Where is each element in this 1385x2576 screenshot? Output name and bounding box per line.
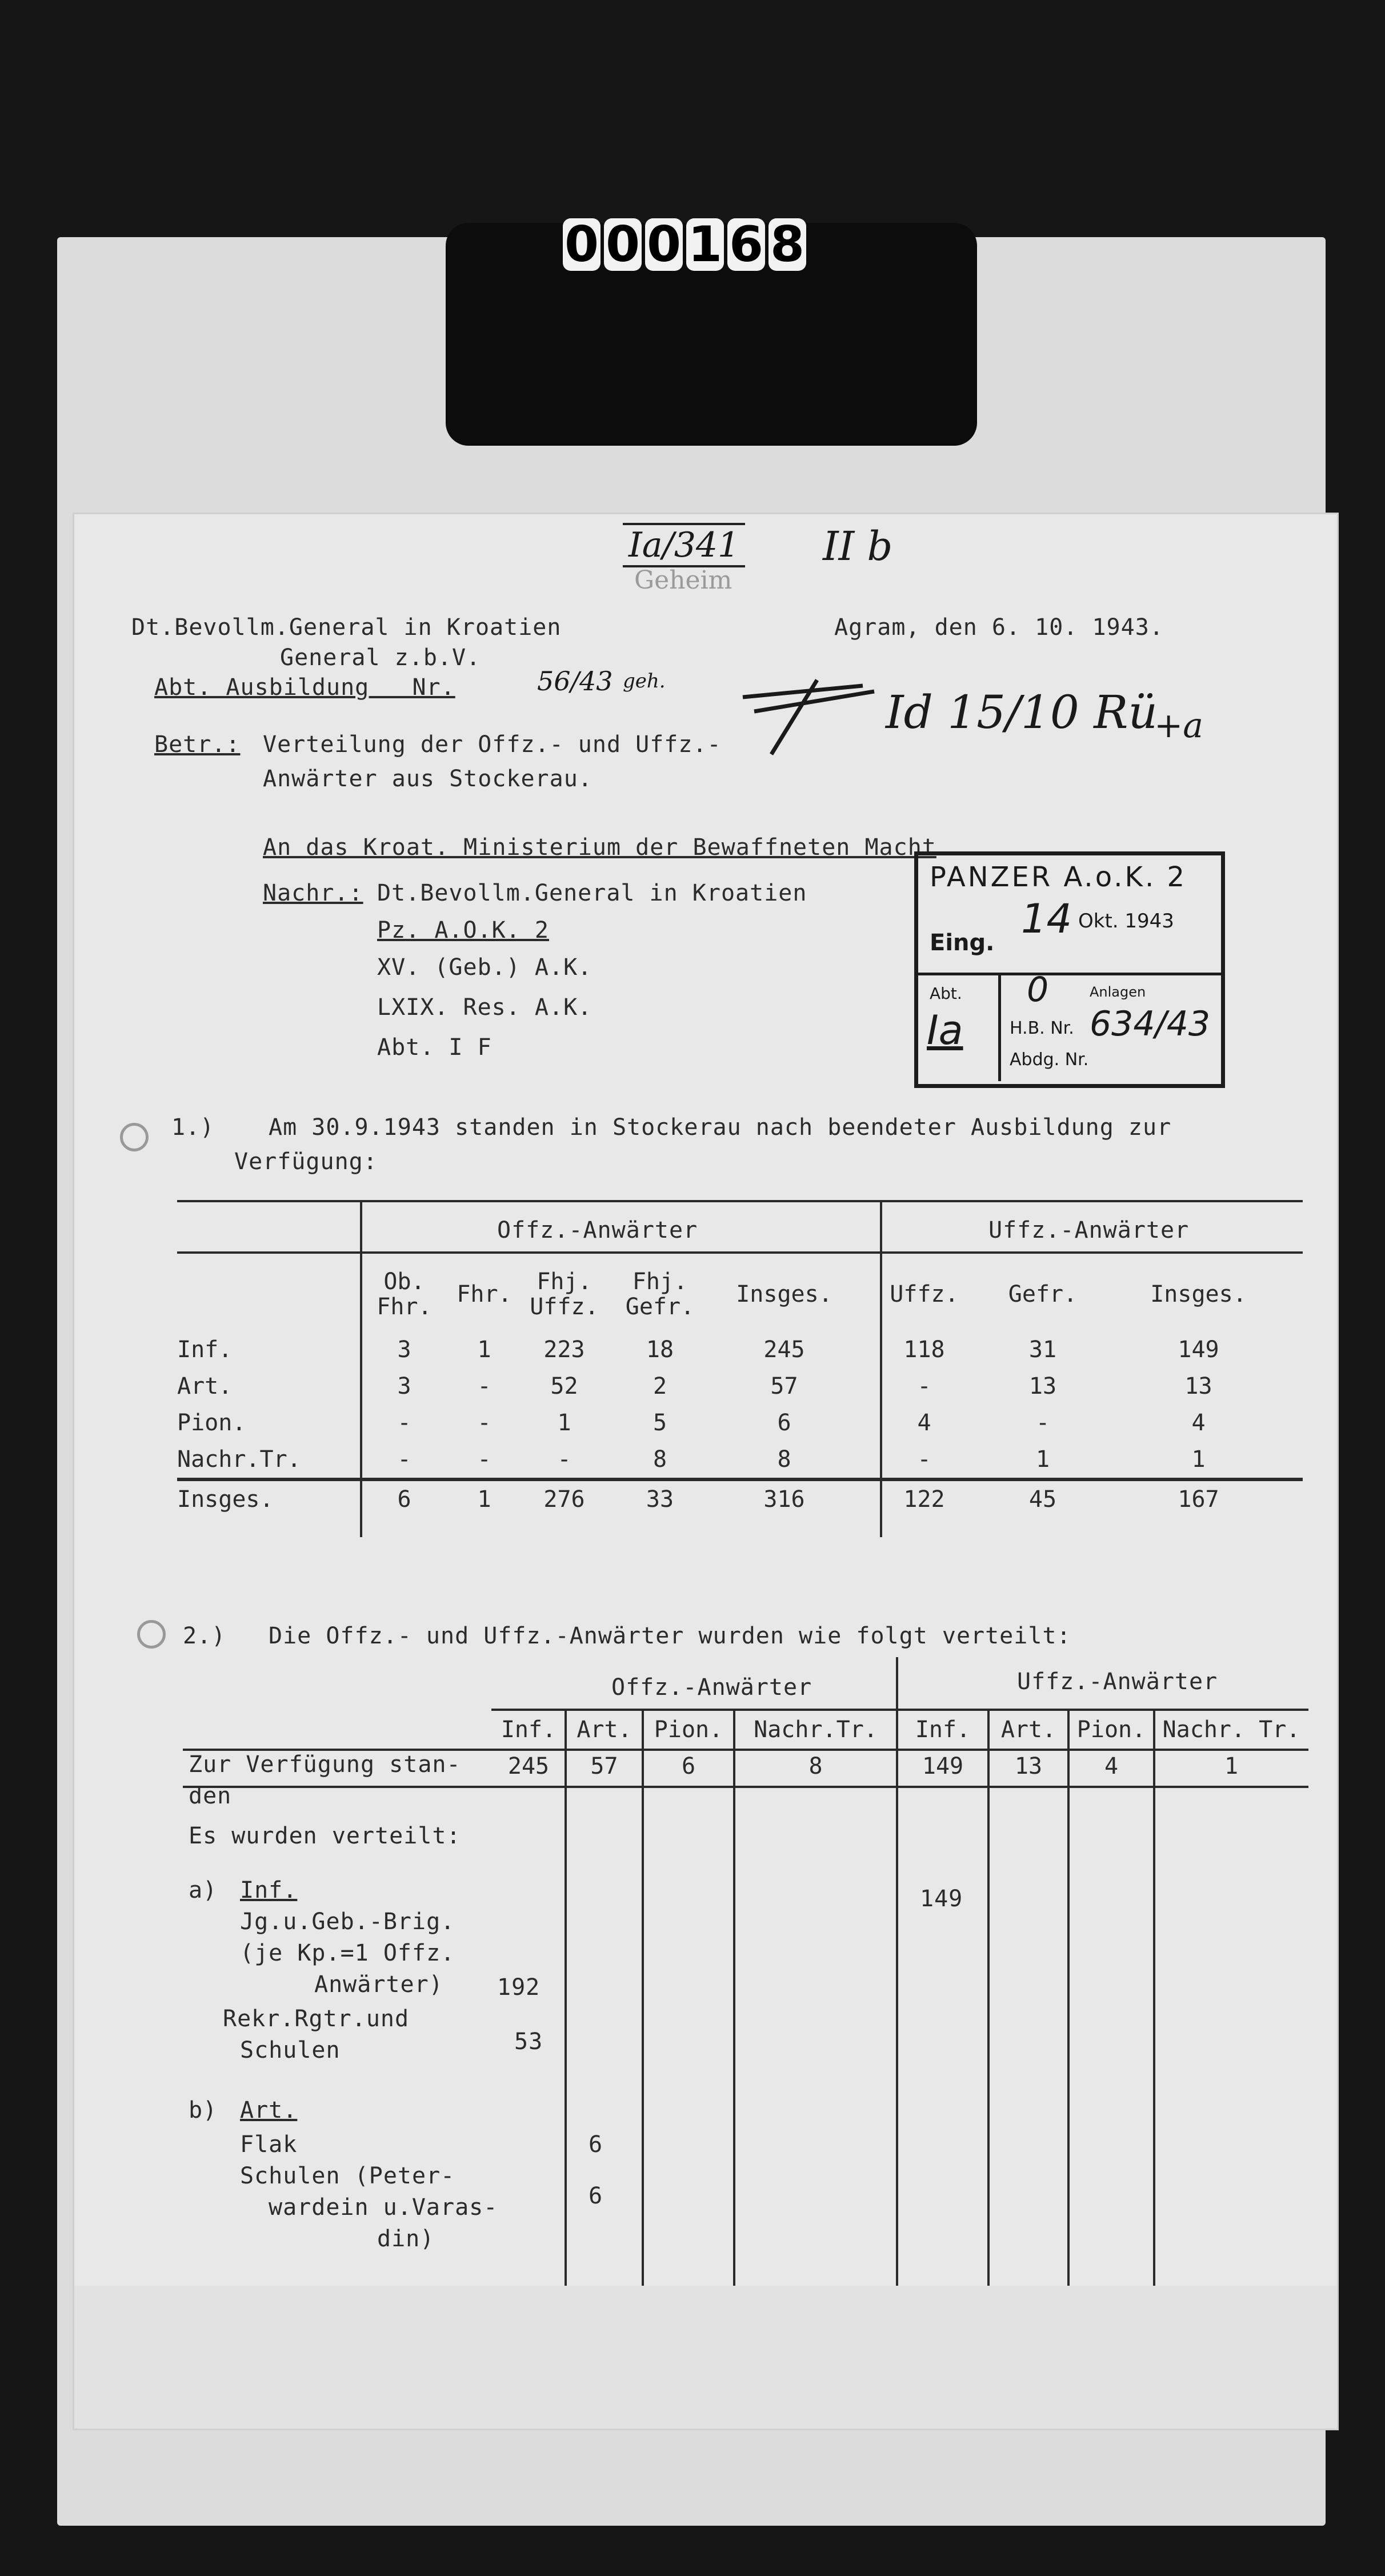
sender-line-2: General z.b.V. [280,645,481,671]
b-item2-offz-art: 6 [589,2183,603,2209]
table1-cell: 4 [1191,1410,1206,1436]
section1-number: 1.) [171,1114,215,1141]
table1-cell: - [1035,1410,1050,1436]
stamp-abt-label: Abt. [930,984,962,1003]
table2-header-cell: Inf. [501,1717,557,1743]
table2-column-rule [642,1709,644,2354]
table1-cell: 245 [763,1337,805,1363]
table1-column-rule [360,1200,362,1537]
table1-cell: - [477,1446,491,1473]
table1-header-cell [177,1257,360,1331]
counter-digit: 6 [727,218,765,271]
table1-cell: - [397,1446,411,1473]
table1-cell: 8 [777,1446,791,1473]
handwritten-code: II b [823,523,893,570]
place-date: Agram, den 6. 10. 1943. [834,614,1164,641]
stamp-divider [918,973,1221,975]
stamp-hb-label: H.B. Nr. [1010,1018,1074,1038]
table1-group-offz: Offz.-Anwärter [497,1217,698,1243]
table2-available-cell: 1 [1224,1753,1239,1779]
b-item1: Flak [240,2131,298,2158]
table1-total-cell: 316 [763,1486,805,1513]
a-item2-offz-inf: 53 [514,2029,543,2055]
stamp-anlagen-value: 0 [1027,970,1049,1010]
handwritten-annotation-tail: +a [1154,706,1204,746]
table1 [177,1257,1303,1518]
addressee: An das Kroat. Ministerium der Bewaffneten Macht [263,834,936,861]
table1-total-cell: Insges. [177,1486,274,1513]
table1-cell: 3 [397,1337,411,1363]
table2-available-cell: 245 [507,1753,550,1779]
counter-digit: 0 [604,218,642,271]
distribution-item: Pz. A.O.K. 2 [377,917,549,943]
table1-header-rule [177,1251,1303,1254]
table1-total-cell: 276 [543,1486,585,1513]
table1-cell: 1 [557,1410,571,1436]
table2-available-cell: 6 [681,1753,696,1779]
table2-column-rule [1067,1709,1070,2354]
table1-cell: 3 [397,1373,411,1399]
classification-mark: Geheim [634,566,732,595]
table1-header-row [177,1257,1303,1331]
table1-header-cell: Fhj. Uffz. [530,1269,599,1320]
table1-cell: - [477,1410,491,1436]
table1-total-cell: 167 [1178,1486,1219,1513]
available-label-line1: Zur Verfügung stan- [189,1751,461,1778]
table2-header-cell: Inf. [915,1717,971,1743]
sender-line-1: Dt.Bevollm.General in Kroatien [131,614,562,641]
distribution-label: Nachr.: [263,880,363,906]
table1-cell: - [557,1446,571,1473]
table1-header-cell: Insges. [736,1281,832,1307]
table1-cell: 8 [653,1446,667,1473]
table2-column-rule [733,1709,735,2354]
subject-line-1: Verteilung der Offz.- und Uffz.- [263,731,722,758]
table2-row-rule [183,1786,1308,1788]
counter-digit: 0 [563,218,601,271]
table1-cell: 1 [1035,1446,1050,1473]
table1-cell: 52 [550,1373,578,1399]
table1-cell: - [397,1410,411,1436]
table1-cell: - [917,1373,931,1399]
a-item1-line2: (je Kp.=1 Offz. [240,1940,455,1966]
table1-total-row [177,1479,1303,1518]
table1-row [177,1441,1303,1479]
table1-row [177,1368,1303,1405]
subject-label: Betr.: [154,731,241,758]
b-item1-offz-art: 6 [589,2131,603,2158]
table1-cell: 118 [903,1337,945,1363]
table1-row [177,1331,1303,1368]
table1-cell: 2 [653,1373,667,1399]
table2-header [491,1711,1308,1785]
table1-cell: 1 [1191,1446,1206,1473]
table2-header-cell: Art. [1000,1717,1056,1743]
b-item2-line2: wardein u.Varas- [269,2194,498,2221]
bottom-margin [74,2286,1337,2429]
section2-text: Die Offz.- und Uffz.-Anwärter wurden wie folgt verteilt: [269,1623,1071,1649]
table1-cell: 13 [1184,1373,1212,1399]
stamp-eing-day: 14 [1021,895,1072,942]
b-heading: Art. [240,2097,298,2123]
table2-available-cell: 13 [1014,1753,1043,1779]
a-item2-line1: Rekr.Rgtr.und [223,2006,410,2032]
receipt-stamp [914,851,1225,1088]
a-item1-offz-inf: 192 [497,1974,541,2001]
a-item1-line3: Anwärter) [314,1971,443,1998]
table2-header-cell: Art. [577,1717,632,1743]
table1-total-cell: 6 [397,1486,411,1513]
table1-header-cell: Fhj. Gefr. [625,1269,695,1320]
table2-header-cell: Pion. [1076,1717,1146,1743]
handwritten-strike-mark [731,657,891,760]
available-label-line2: den [189,1783,232,1809]
b-label: b) [189,2097,218,2123]
section1-text-line2: Verfügung: [234,1149,378,1175]
punch-hole [120,1123,149,1151]
table1-cell: 223 [543,1337,585,1363]
table2-available-cell: 149 [922,1753,964,1779]
table2-header-cell: Nachr. Tr. [1162,1717,1300,1743]
table1-cell: Inf. [177,1337,233,1363]
table2-group-uffz: Uffz.-Anwärter [1017,1669,1218,1695]
table1-header-cell: Uffz. [890,1281,959,1307]
table1-header-cell: Gefr. [1008,1281,1078,1307]
table2-column-rule [987,1709,990,2354]
distributed-label: Es wurden verteilt: [189,1823,461,1849]
table1-cell: 13 [1028,1373,1057,1399]
table1-total-cell: 45 [1028,1486,1057,1513]
table2-header-cell: Pion. [654,1717,723,1743]
counter-digit: 8 [768,218,806,271]
table2-column-rule [565,1709,567,2354]
stamp-hb-value: 634/43 [1090,1004,1211,1044]
table1-total-cell: 33 [646,1486,674,1513]
section2-number: 2.) [183,1623,226,1649]
stamp-abdg-label: Abdg. Nr. [1010,1050,1089,1070]
distribution-item: Abt. I F [377,1034,492,1061]
document-page [74,514,1337,2429]
table2-header-top-rule [491,1709,1308,1711]
distribution-item: LXIX. Res. A.K. [377,994,593,1021]
table1-cell: 149 [1178,1337,1219,1363]
table1-cell: Art. [177,1373,233,1399]
table1-header-cell: Insges. [1150,1281,1247,1307]
a-heading: Inf. [240,1877,298,1903]
table1-cell: 57 [770,1373,798,1399]
table2-available-row [491,1748,1308,1785]
table2-column-rule [896,1657,898,2354]
a-item2-line2: Schulen [240,2037,341,2063]
a-label: a) [189,1877,218,1903]
distribution-item: Dt.Bevollm.General in Kroatien [377,880,807,906]
a-uffz-inf: 149 [920,1886,963,1912]
distribution-item: XV. (Geb.) A.K. [377,954,593,981]
stamp-abt-value: Ia [927,1007,963,1054]
reference-suffix: geh. [623,670,666,693]
table1-cell: 31 [1028,1337,1057,1363]
table1-cell: 1 [477,1337,491,1363]
b-item2-line1: Schulen (Peter- [240,2163,455,2189]
handwritten-annotation: Id 15/10 Rü [886,686,1158,739]
counter-digit: 1 [686,218,724,271]
registry-reference: Ia/341 [623,523,745,567]
counter-digit: 0 [645,218,683,271]
table2-header-cell: Nachr.Tr. [754,1717,878,1743]
stamp-title: PANZER A.o.K. 2 [930,861,1187,893]
table1-total-cell: 122 [903,1486,945,1513]
table2-row-rule [183,1749,1308,1751]
table1-cell: - [477,1373,491,1399]
stamp-divider [998,973,1001,1081]
b-item2-line3: din) [377,2226,435,2252]
table2-column-rule [1153,1709,1155,2354]
table1-header-cell: Fhr. [457,1281,512,1307]
table1-cell: 4 [917,1410,931,1436]
sender-line-3: Abt. Ausbildung Nr. [154,674,455,701]
stamp-anlagen-label: Anlagen [1090,984,1146,1000]
table1-cell: - [917,1446,931,1473]
table1-header-cell: Ob. Fhr. [377,1269,432,1320]
table1-cell: Nachr.Tr. [177,1446,301,1473]
table2-available-cell: 57 [590,1753,618,1779]
stamp-eing-month-year: Okt. 1943 [1078,910,1174,933]
table1-cell: 5 [653,1410,667,1436]
table2-available-cell: 4 [1104,1753,1119,1779]
frame-counter [563,218,806,275]
table1-cell: 6 [777,1410,791,1436]
table1-cell: 18 [646,1337,674,1363]
table1-group-uffz: Uffz.-Anwärter [988,1217,1190,1243]
subject-line-2: Anwärter aus Stockerau. [263,766,593,792]
table2-header-row [491,1711,1308,1748]
reference-number: 56/43 [537,666,613,697]
table1-total-cell: 1 [477,1486,491,1513]
table1-cell: Pion. [177,1410,246,1436]
punch-hole [137,1620,166,1649]
section1-text-line1: Am 30.9.1943 standen in Stockerau nach beendeter Ausbildung zur [269,1114,1172,1141]
a-item1-line1: Jg.u.Geb.-Brig. [240,1909,455,1935]
table2-group-offz: Offz.-Anwärter [611,1674,812,1701]
table1-column-rule [880,1200,882,1537]
stamp-eing-label: Eing. [930,930,995,956]
table1-row [177,1405,1303,1441]
table1-top-rule [177,1200,1303,1202]
table2-available-cell: 8 [808,1753,823,1779]
